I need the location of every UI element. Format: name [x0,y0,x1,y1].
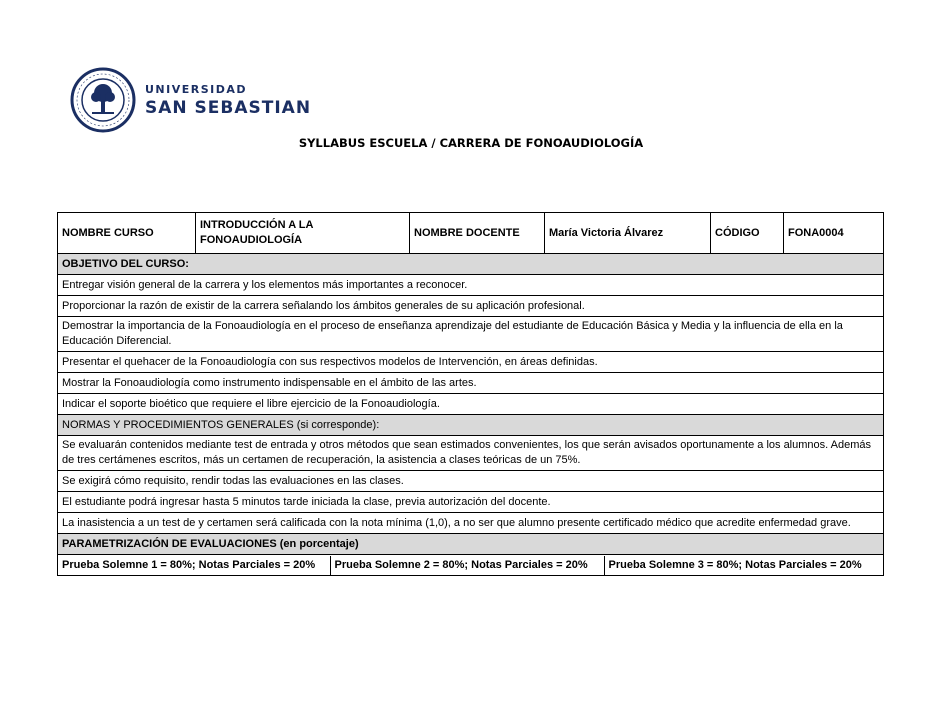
course-header-row [58,213,884,254]
code-label: CÓDIGO [711,213,784,254]
evaluation-item: Prueba Solemne 2 = 80%; Notas Parciales = 20% [330,556,604,575]
page-title: SYLLABUS ESCUELA / CARRERA DE FONOAUDIOLOGÍA [298,136,644,150]
syllabus-table [57,212,884,576]
objective-item: Presentar el quehacer de la Fonoaudiología con sus respectivos modelos de Intervención, en áreas definidas. [58,352,884,373]
evaluation-item: Prueba Solemne 3 = 80%; Notas Parciales = 20% [604,556,879,575]
code-value: FONA0004 [784,213,884,254]
objective-item: Entregar visión general de la carrera y los elementos más importantes a reconocer. [58,275,884,296]
course-value: INTRODUCCIÓN A LA FONOAUDIOLOGÍA [196,213,410,254]
norm-item: El estudiante podrá ingresar hasta 5 minutos tarde iniciada la clase, previa autorización del docente. [58,492,884,513]
teacher-label: NOMBRE DOCENTE [410,213,545,254]
logo-line-2: SAN SEBASTIAN [145,97,312,118]
logo-line-1: UNIVERSIDAD [145,82,248,96]
university-seal-icon [70,67,136,133]
evaluation-item: Prueba Solemne 1 = 80%; Notas Parciales = 20% [62,558,316,571]
evaluation-heading: PARAMETRIZACIÓN DE EVALUACIONES (en porcentaje) [58,534,884,555]
objectives-heading: OBJETIVO DEL CURSO: [58,254,884,275]
objective-item: Mostrar la Fonoaudiología como instrumento indispensable en el ámbito de las artes. [58,373,884,394]
objective-item: Indicar el soporte bioético que requiere el libre ejercicio de la Fonoaudiología. [58,394,884,415]
norm-item: Se evaluarán contenidos mediante test de entrada y otros métodos que sean estimados convenientes, los que serán avisados oportunamente a los alumnos. Además de tres certámenes escritos, más un certamen de recuperación, la asistencia a clases teóricas de un 75%. [58,436,884,471]
teacher-value: María Victoria Álvarez [545,213,711,254]
norms-heading: NORMAS Y PROCEDIMIENTOS GENERALES (si corresponde): [58,415,884,436]
objective-item: Proporcionar la razón de existir de la carrera señalando los ámbitos generales de su aplicación profesional. [58,296,884,317]
course-label: NOMBRE CURSO [58,213,196,254]
norm-item: Se exigirá cómo requisito, rendir todas las evaluaciones en las clases. [58,471,884,492]
evaluation-row [58,555,884,576]
university-logo [70,67,311,133]
objective-item: Demostrar la importancia de la Fonoaudiología en el proceso de enseñanza aprendizaje del estudiante de Educación Básica y Media y la influencia de ella en la Educación Diferencial. [58,317,884,352]
norm-item: La inasistencia a un test de y certamen será calificada con la nota mínima (1,0), a no ser que alumno presente certificado médico que acredite enfermedad grave. [58,513,884,534]
